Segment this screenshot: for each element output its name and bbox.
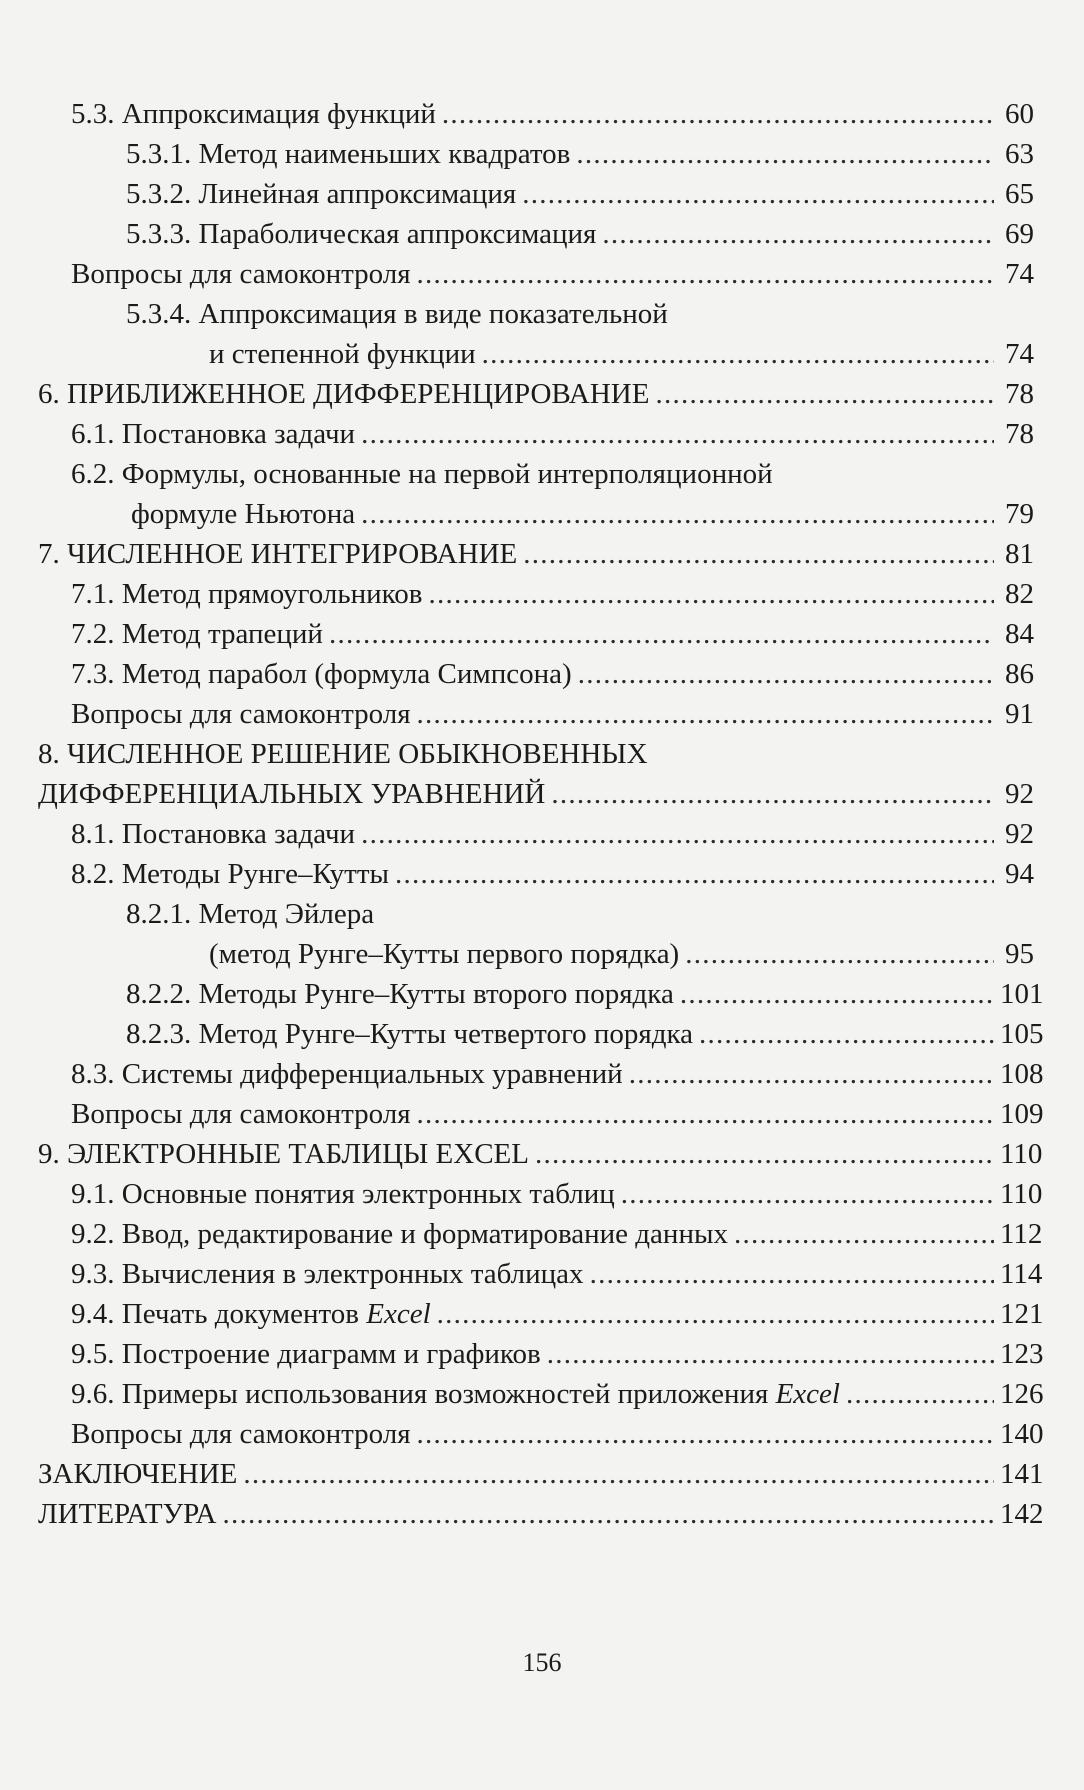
toc-entry [0, 1174, 1084, 1214]
toc-entry-title: 7.2. Метод трапеций [71, 618, 323, 650]
toc-entry-page: 110 [1000, 1178, 1043, 1210]
toc-chapter-continuation [0, 774, 1084, 814]
toc-entry-page: 109 [1000, 1098, 1044, 1130]
toc-entry-title: 8.1. Постановка задачи [71, 818, 356, 850]
toc-entry [0, 1374, 1084, 1414]
toc-entry-title: (метод Рунге–Кутты первого порядка) [209, 938, 680, 970]
toc-entry-title: 9. ЭЛЕКТРОННЫЕ ТАБЛИЦЫ EXCEL [38, 1138, 529, 1170]
toc-entry-page: 81 [1005, 538, 1034, 570]
leader-dots [590, 1254, 994, 1294]
leader-dots [437, 1294, 994, 1334]
toc-entry-continuation [0, 334, 1084, 374]
toc-entry-title: 8.2.2. Методы Рунге–Кутты второго порядка [126, 978, 674, 1010]
toc-entry-page: 112 [1000, 1218, 1043, 1250]
leader-dots [243, 1454, 994, 1494]
leader-dots [685, 934, 994, 974]
toc-entry-page: 60 [1005, 98, 1034, 130]
toc-entry [0, 134, 1084, 174]
leader-dots [417, 694, 994, 734]
toc-entry-title-emphasis: Excel [775, 1378, 840, 1410]
leader-dots [222, 1494, 994, 1534]
toc-entry-title: 9.3. Вычисления в электронных таблицах [71, 1258, 584, 1290]
toc-entry-title: 9.2. Ввод, редактирование и форматирование данных [71, 1218, 728, 1250]
table-of-contents [0, 94, 1084, 1534]
toc-entry-page: 101 [1000, 978, 1044, 1010]
toc-chapter [0, 1494, 1084, 1534]
leader-dots [329, 614, 994, 654]
leader-dots [395, 854, 994, 894]
toc-entry-page: 69 [1005, 218, 1034, 250]
toc-entry [0, 894, 1084, 934]
toc-entry-title: Вопросы для самоконтроля [71, 1418, 411, 1450]
toc-entry [0, 254, 1084, 294]
toc-entry-page: 94 [1005, 858, 1034, 890]
toc-entry-title: 5.3.1. Метод наименьших квадратов [126, 138, 571, 170]
toc-entry-page: 74 [1005, 258, 1034, 290]
toc-entry-title: Вопросы для самоконтроля [71, 698, 411, 730]
leader-dots [846, 1374, 994, 1414]
toc-entry-page: 63 [1005, 138, 1034, 170]
toc-entry-page: 65 [1005, 178, 1034, 210]
toc-entry-title: 5.3.3. Параболическая аппроксимация [126, 218, 597, 250]
toc-entry-title: 7. ЧИСЛЕННОЕ ИНТЕГРИРОВАНИЕ [38, 538, 518, 570]
toc-entry-title: 8.2.1. Метод Эйлера [126, 898, 375, 930]
toc-entry [0, 214, 1084, 254]
toc-entry-title: 7.1. Метод прямоугольников [71, 578, 423, 610]
toc-chapter [0, 534, 1084, 574]
toc-entry-title [71, 1374, 840, 1414]
toc-entry [0, 614, 1084, 654]
toc-entry-page: 114 [1000, 1258, 1043, 1290]
leader-dots [734, 1214, 994, 1254]
toc-entry [0, 414, 1084, 454]
toc-entry-page: 126 [1000, 1378, 1044, 1410]
leader-dots [417, 1094, 994, 1134]
toc-entry [0, 574, 1084, 614]
toc-entry-title-text: 9.4. Печать документов [71, 1298, 367, 1330]
toc-entry-page: 79 [1005, 498, 1034, 530]
leader-dots [482, 334, 994, 374]
leader-dots [428, 574, 994, 614]
toc-entry [0, 654, 1084, 694]
toc-entry-page: 92 [1005, 818, 1034, 850]
toc-entry-page: 142 [1000, 1498, 1044, 1530]
toc-entry-title: 9.5. Построение диаграмм и графиков [71, 1338, 541, 1370]
toc-chapter [0, 374, 1084, 414]
toc-entry [0, 454, 1084, 494]
toc-entry-title: 7.3. Метод парабол (формула Симпсона) [71, 658, 572, 690]
toc-chapter [0, 734, 1084, 774]
leader-dots [551, 774, 994, 814]
leader-dots [361, 494, 994, 534]
toc-entry-page: 78 [1005, 418, 1034, 450]
toc-chapter [0, 1134, 1084, 1174]
toc-entry-title [71, 1294, 431, 1334]
leader-dots [417, 1414, 994, 1454]
leader-dots [417, 254, 994, 294]
toc-entry-title: ДИФФЕРЕНЦИАЛЬНЫХ УРАВНЕНИЙ [38, 778, 546, 810]
leader-dots [523, 534, 994, 574]
toc-entry [0, 1254, 1084, 1294]
toc-entry-page: 140 [1000, 1418, 1044, 1450]
leader-dots [576, 134, 994, 174]
toc-entry-page: 110 [1000, 1138, 1043, 1170]
toc-entry-title: 9.1. Основные понятия электронных таблиц [71, 1178, 615, 1210]
toc-entry-title: 8.2. Методы Рунге–Кутты [71, 858, 389, 890]
leader-dots [442, 94, 994, 134]
leader-dots [629, 1054, 994, 1094]
leader-dots [621, 1174, 994, 1214]
toc-entry-title: Вопросы для самоконтроля [71, 258, 411, 290]
toc-entry [0, 294, 1084, 334]
leader-dots [535, 1134, 994, 1174]
toc-entry-title: и степенной функции [209, 338, 476, 370]
leader-dots [699, 1014, 994, 1054]
toc-entry-title: 5.3. Аппроксимация функций [71, 98, 436, 130]
toc-entry-title: формуле Ньютона [131, 498, 356, 530]
toc-entry-title: 8.3. Системы дифференциальных уравнений [71, 1058, 623, 1090]
toc-entry [0, 1294, 1084, 1334]
toc-entry-title: 6. ПРИБЛИЖЕННОЕ ДИФФЕРЕНЦИРОВАНИЕ [38, 378, 650, 410]
toc-entry-title: 5.3.2. Линейная аппроксимация [126, 178, 517, 210]
toc-entry-title: 6.2. Формулы, основанные на первой интерполяционной [71, 458, 773, 490]
toc-entry-continuation [0, 494, 1084, 534]
toc-entry [0, 1094, 1084, 1134]
toc-entry [0, 94, 1084, 134]
toc-entry-title: ЗАКЛЮЧЕНИЕ [38, 1458, 238, 1490]
toc-entry-page: 105 [1000, 1018, 1044, 1050]
toc-entry-page: 82 [1005, 578, 1034, 610]
toc-entry [0, 1414, 1084, 1454]
toc-entry [0, 174, 1084, 214]
toc-entry-title: Вопросы для самоконтроля [71, 1098, 411, 1130]
leader-dots [655, 374, 994, 414]
toc-entry-page: 74 [1005, 338, 1034, 370]
toc-entry [0, 1214, 1084, 1254]
toc-entry-continuation [0, 934, 1084, 974]
toc-entry-page: 141 [1000, 1458, 1044, 1490]
toc-entry-page: 108 [1000, 1058, 1044, 1090]
toc-entry-title: 6.1. Постановка задачи [71, 418, 356, 450]
toc-chapter [0, 1454, 1084, 1494]
toc-entry-title: 8.2.3. Метод Рунге–Кутты четвертого порядка [126, 1018, 694, 1050]
toc-entry-title: 5.3.4. Аппроксимация в виде показательной [126, 298, 668, 330]
toc-entry-page: 95 [1005, 938, 1034, 970]
toc-entry [0, 694, 1084, 734]
toc-entry [0, 974, 1084, 1014]
toc-entry [0, 814, 1084, 854]
leader-dots [547, 1334, 994, 1374]
toc-entry-title: 8. ЧИСЛЕННОЕ РЕШЕНИЕ ОБЫКНОВЕННЫХ [38, 738, 648, 770]
leader-dots [578, 654, 994, 694]
toc-entry-page: 121 [1000, 1298, 1044, 1330]
leader-dots [522, 174, 994, 214]
toc-entry-page: 92 [1005, 778, 1034, 810]
toc-entry-title-text: 9.6. Примеры использования возможностей приложения [71, 1378, 776, 1410]
leader-dots [602, 214, 994, 254]
toc-entry-title-emphasis: Excel [366, 1298, 431, 1330]
leader-dots [361, 814, 994, 854]
toc-entry [0, 1014, 1084, 1054]
toc-entry-title: ЛИТЕРАТУРА [38, 1498, 217, 1530]
toc-entry [0, 1334, 1084, 1374]
toc-entry-page: 78 [1005, 378, 1034, 410]
leader-dots [680, 974, 994, 1014]
toc-entry [0, 854, 1084, 894]
toc-entry-page: 86 [1005, 658, 1034, 690]
toc-entry-page: 91 [1005, 698, 1034, 730]
leader-dots [361, 414, 994, 454]
page-number: 156 [522, 1648, 562, 1677]
toc-entry-page: 84 [1005, 618, 1034, 650]
toc-entry-page: 123 [1000, 1338, 1044, 1370]
toc-entry [0, 1054, 1084, 1094]
